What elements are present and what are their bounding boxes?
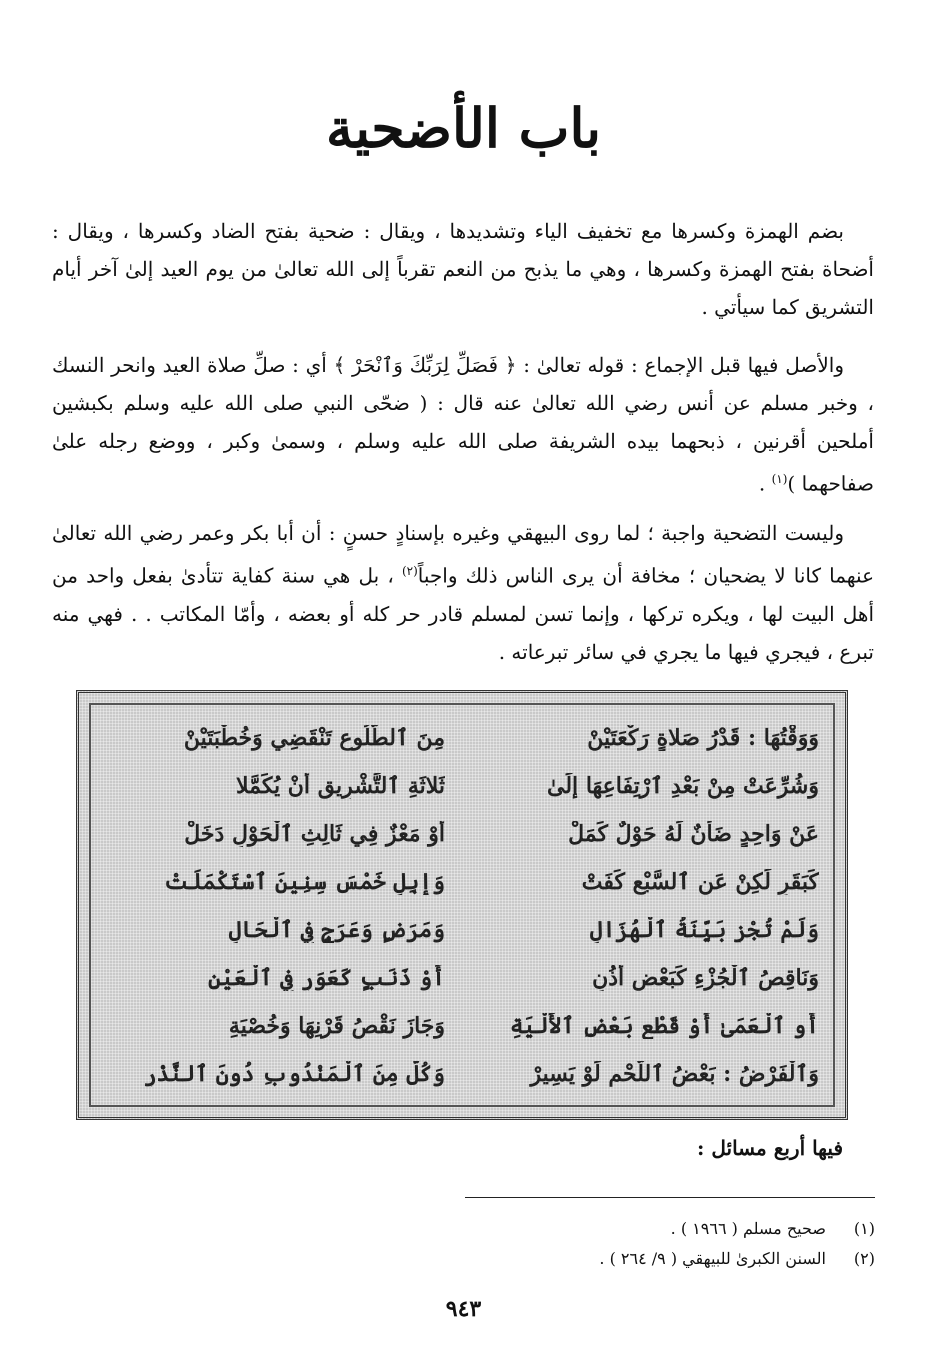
paragraph-text: بضم الهمزة وكسرها مع تخفيف الياء وتشديدها ، ويقال : ضحية بفتح الضاد وكسرها ، ويقال : أضحاة بفتح الهمزة وكسرها ، وهي ما يذبح من النعم تقرباً إلى الله تعالىٰ من يوم العيد إلىٰ آخر أيام التشريق كما سيأتي . (52, 219, 874, 319)
verse-second-hemistich: وَمَرَضٍ وَعَرَجٍ فِي ٱلْحَالِ (228, 917, 445, 943)
poem-frame (76, 690, 848, 1120)
verse-first-hemistich: وَٱلْفَرْضُ : بَعْضُ ٱللَّحْمِ لَوْ يَسِيرْ (530, 1061, 819, 1087)
verse-first-hemistich: كَبَقَرٍ لَكِنْ عَنِ ٱلسَّبْعِ كَفَتْ (581, 869, 819, 895)
paragraph-evidence (52, 346, 874, 503)
verse-first-hemistich: وَوَقْتُهَا : قَدْرُ صَلاةٍ رَكْعَتَيْنْ (587, 725, 819, 751)
verse-second-hemistich: ثَلاثَةِ ٱلتَّشْرِيقِ أَنْ يُكَمَّلا (236, 773, 445, 799)
poem-inner-border (89, 703, 835, 1107)
poem-verse (91, 773, 833, 823)
footnote-number: (٢) (853, 1249, 875, 1268)
footnote-number: (١) (853, 1219, 875, 1238)
poem-verse (91, 869, 833, 919)
poem-verse (91, 917, 833, 967)
poem-verse (91, 1013, 833, 1063)
footnote-item (175, 1214, 875, 1244)
verse-first-hemistich: وَشُرِّعَتْ مِنْ بَعْدِ ٱرْتِفَاعِهَا إِلَىٰ (547, 773, 819, 799)
paragraph-text-rest: ، بل هي سنة كفاية تتأدىٰ بفعل واحد من أهل البيت لها ، ويكره تركها ، وإنما تسن لمسلم قادر حر كله أو بعضه ، وأمّا المكاتب . . فهي منه تبرع ، فيجري فيها ما يجري في سائر تبرعاته . (52, 563, 874, 664)
verse-second-hemistich: أَوْ مَعْزٌ فِي ثَالِثِ ٱلْحَوْلِ دَخَلْ (184, 821, 445, 847)
footnote-text: السنن الكبرىٰ للبيهقي ( ٩/ ٢٦٤ ) . (599, 1249, 826, 1268)
verse-first-hemistich: وَلَمْ تُجْزِ بَيِّنَةُ ٱلْهُزَالِ (589, 917, 819, 943)
footnote-ref-2[interactable]: (٢) (401, 564, 418, 578)
paragraph-text (52, 514, 874, 671)
poem-verse (91, 1061, 833, 1111)
footnotes (175, 1214, 875, 1274)
page-number: ٩٤٣ (445, 1296, 482, 1322)
verse-second-hemistich: وَإِبِلٍ خَمْسَ سِنِينَ ٱسْتَكْمَلَتْ (164, 869, 445, 895)
verse-second-hemistich: أَوْ ذَنَبٍ كَعَوَرٍ فِي ٱلْعَيْنِ (208, 965, 445, 991)
verse-first-hemistich: وَنَاقِصُ ٱلْجُزْءِ كَبَعْضِ أُذُنِ (592, 965, 819, 991)
paragraph-text-end: . (758, 471, 772, 496)
paragraph-text-main: وليست التضحية واجبة ؛ لما روى البيهقي وغيره بإسنادٍ حسنٍ : أن أبا بكر وعمر رضي الله تعالىٰ عنهما كانا لا يضحيان ؛ مخافة أن يرى الناس ذلك واجباً (52, 521, 874, 588)
footnote-item (175, 1244, 875, 1274)
verse-second-hemistich: وَجَازَ نَقْصُ قَرْنِهَا وَخُصْيَةِ (228, 1013, 445, 1039)
paragraph-definition (52, 212, 874, 326)
issues-heading: فيها أربع مسائل : (697, 1136, 843, 1160)
verse-second-hemistich: وَكُلُّ مِنَ ٱلْمَنْدُوبِ دُونَ ٱلنَّذْرِ (143, 1061, 445, 1087)
verse-second-hemistich: مِنَ ٱلطُّلُوعِ تَنْقَضِي وَخُطْبَتَيْنْ (183, 725, 445, 751)
chapter-title: باب الأضحية (326, 96, 601, 160)
footnote-divider (465, 1197, 875, 1198)
footnote-text: صحيح مسلم ( ١٩٦٦ ) . (670, 1219, 826, 1238)
verse-first-hemistich: أَوِ ٱلْعَمَىٰ أَوْ قَطْعِ بَعْضِ ٱلأَلْيَةِ (510, 1013, 819, 1039)
poem-verse (91, 821, 833, 871)
poem-verse (91, 725, 833, 775)
paragraph-ruling (52, 514, 874, 671)
verse-first-hemistich: عَنْ وَاحِدٍ ضَأْنٌ لَهُ حَوْلٌ كَمَلْ (568, 821, 819, 847)
paragraph-text (52, 346, 874, 503)
paragraph-text-main: والأصل فيها قبل الإجماع : قوله تعالىٰ : ﴿ فَصَلِّ لِرَبِّكَ وَٱنْحَرْ ﴾ أي : صلِّ صلاة العيد وانحر النسك ، وخبر مسلم عن أنس رضي الله تعالىٰ عنه قال : ( ضحّى النبي صلى الله عليه وسلم بكبشين أملحين أقرنين ، ذبحهما بيده الشريفة صلى الله عليه وسلم ، وسمىٰ وكبر ، ووضع رجله علىٰ صفاحهما ) (52, 353, 874, 496)
footnote-ref-1[interactable]: (١) (771, 472, 788, 486)
poem-verse (91, 965, 833, 1015)
